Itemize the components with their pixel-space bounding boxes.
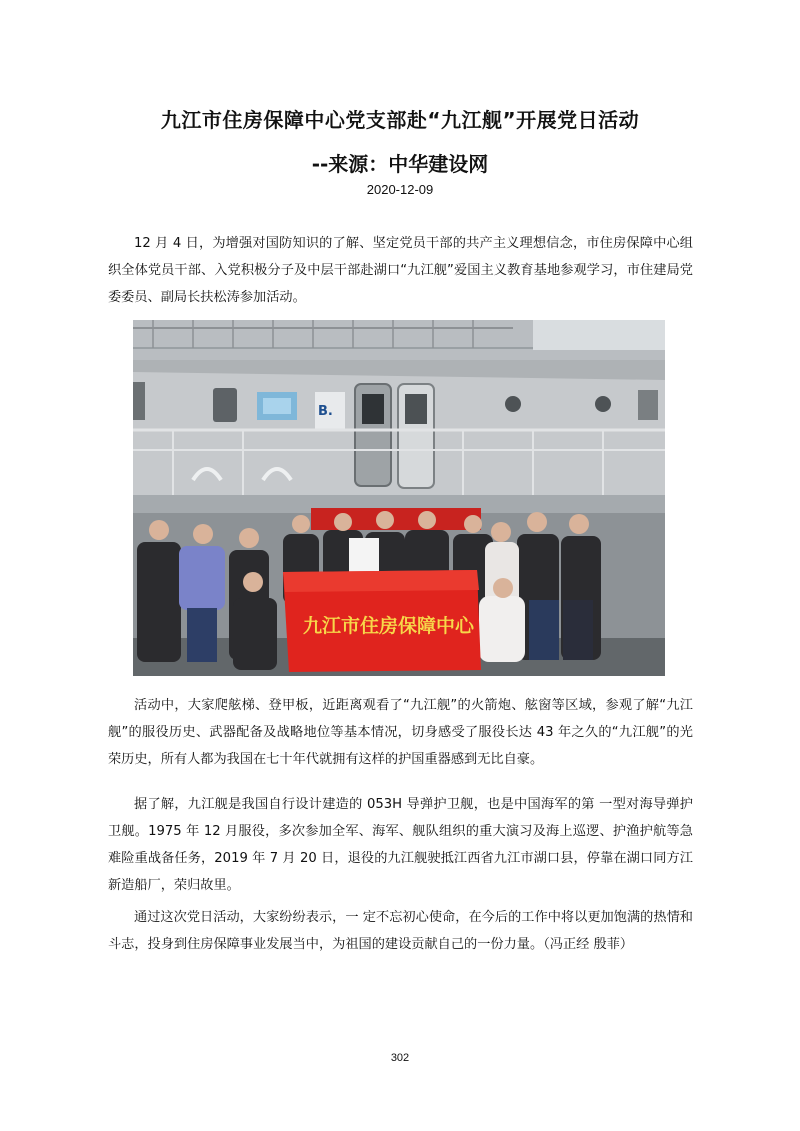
article-source: --来源：中华建设网: [311, 152, 489, 176]
paragraph-4: 通过这次党日活动，大家纷纷表示，一 定不忘初心使命，在今后的工作中将以更加饱满的热情和斗志，投身到住房保障事业发展当中，为祖国的建设贡献自己的一份力量。（冯正经 殷菲）: [108, 910, 693, 952]
paragraph-3: 据了解，九江舰是我国自行设计建造的 053H 导弹护卫舰，也是中国海军的第 一型对海导弹护卫舰。1975 年 12 月服役，多次参加全军、海军、舰队组织的重大演习及海上巡逻、护渔护航等急难险重战备任务，2019 年 7 月 20 日，退役的九江舰驶抵江西省九江市湖口县，停靠在湖口同方江新造船厂，荣归故里。: [108, 797, 693, 893]
group-photo: [133, 320, 665, 676]
hull-marking: B.: [318, 404, 333, 419]
flag-text: 九江市住房保障中心: [303, 615, 475, 637]
article-date: 2020-12-09: [366, 182, 434, 197]
article-title: 九江市住房保障中心党支部赴“九江舰”开展党日活动: [160, 108, 640, 132]
paragraph-1: 12 月 4 日，为增强对国防知识的了解、坚定党员干部的共产主义理想信念，市住房保障中心组织全体党员干部、入党积极分子及中层干部赴湖口“九江舰”爱国主义教育基地参观学习，市住建局党委委员、副局长扶松涛参加活动。: [108, 236, 693, 305]
porthole-icon: [213, 388, 237, 422]
paragraph-2: 活动中，大家爬舷梯、登甲板，近距离观看了“九江舰”的火箭炮、舷窗等区域，参观了解“九江舰”的服役历史、武器配备及战略地位等基本情况，切身感受了服役长达 43 年之久的“九江舰”的光荣历史，所有人都为我国在七十年代就拥有这样的护国重器感到无比自豪。: [108, 698, 693, 767]
page-number: 302: [390, 1052, 410, 1064]
